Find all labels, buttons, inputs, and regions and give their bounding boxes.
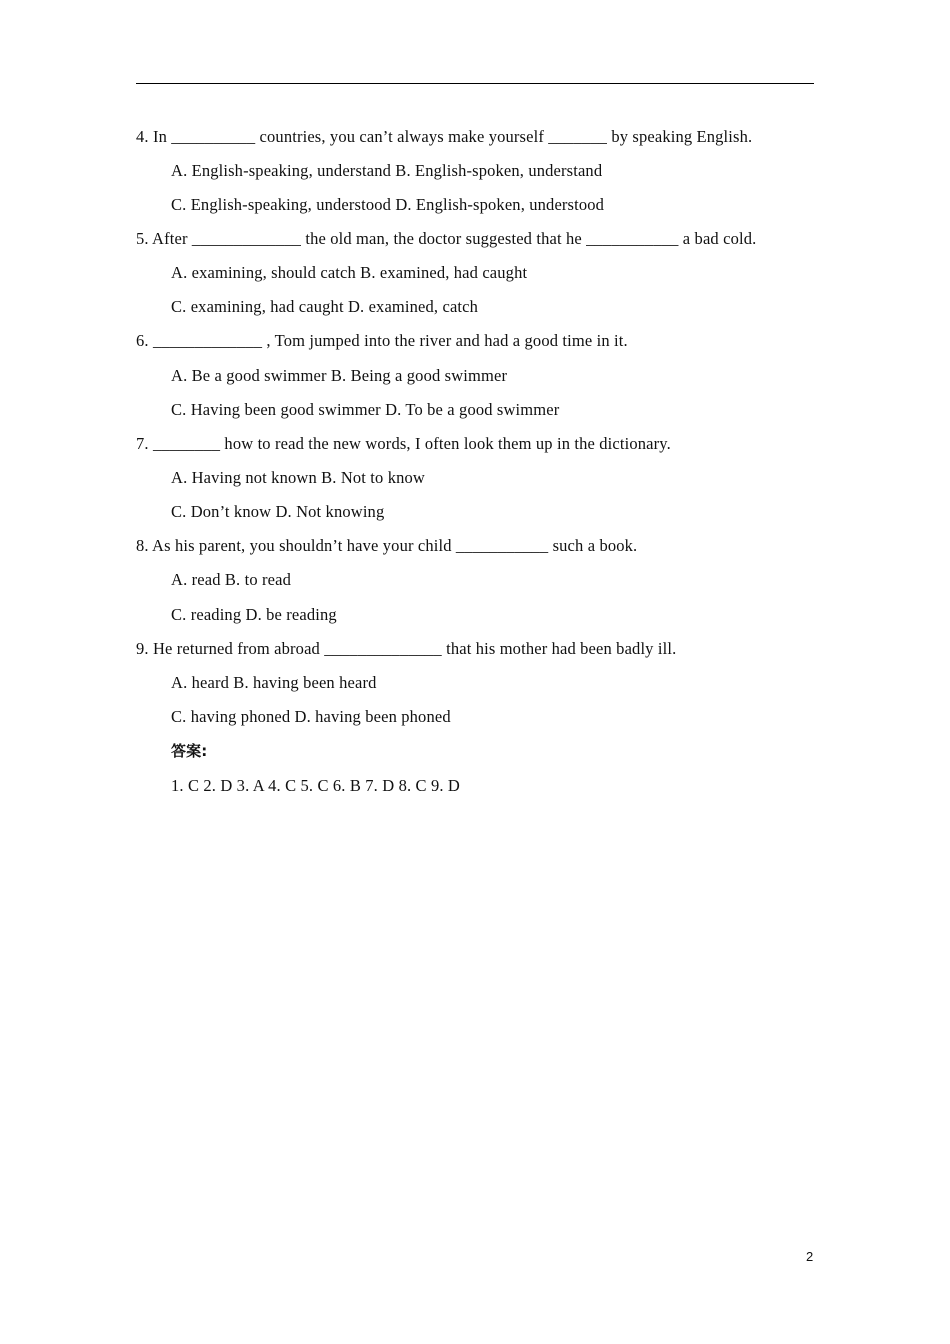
question-4-options-cd: C. English-speaking, understood D. English-spoken, understood bbox=[171, 195, 605, 214]
question-7-options-cd: C. Don’t know D. Not knowing bbox=[171, 502, 385, 521]
question-9-options-ab: A. heard B. having been heard bbox=[171, 673, 377, 692]
question-5-stem: 5. After _____________ the old man, the doctor suggested that he ___________ a bad cold. bbox=[136, 229, 757, 248]
question-6-stem: 6. _____________ , Tom jumped into the river and had a good time in it. bbox=[136, 331, 628, 350]
header-rule bbox=[136, 83, 814, 84]
question-4-stem: 4. In __________ countries, you can’t always make yourself _______ by speaking English. bbox=[136, 127, 753, 146]
question-6-options-cd: C. Having been good swimmer D. To be a good swimmer bbox=[171, 400, 560, 419]
page-number: 2 bbox=[806, 1249, 814, 1264]
question-7-options-ab: A. Having not known B. Not to know bbox=[171, 468, 425, 487]
question-8-options-cd: C. reading D. be reading bbox=[171, 605, 337, 624]
question-5-options-cd: C. examining, had caught D. examined, catch bbox=[171, 297, 479, 316]
answers-label: 答案: bbox=[171, 742, 208, 760]
question-9-stem: 9. He returned from abroad ______________ that his mother had been badly ill. bbox=[136, 639, 677, 658]
question-9-options-cd: C. having phoned D. having been phoned bbox=[171, 707, 451, 726]
question-8-options-ab: A. read B. to read bbox=[171, 570, 291, 589]
answers-text: 1. C 2. D 3. A 4. C 5. C 6. B 7. D 8. C 9. D bbox=[171, 776, 460, 795]
question-6-options-ab: A. Be a good swimmer B. Being a good swimmer bbox=[171, 366, 508, 385]
question-4-options-ab: A. English-speaking, understand B. English-spoken, understand bbox=[171, 161, 603, 180]
question-5-options-ab: A. examining, should catch B. examined, had caught bbox=[171, 263, 528, 282]
question-8-stem: 8. As his parent, you shouldn’t have your child ___________ such a book. bbox=[136, 536, 638, 555]
question-7-stem: 7. ________ how to read the new words, I often look them up in the dictionary. bbox=[136, 434, 671, 453]
